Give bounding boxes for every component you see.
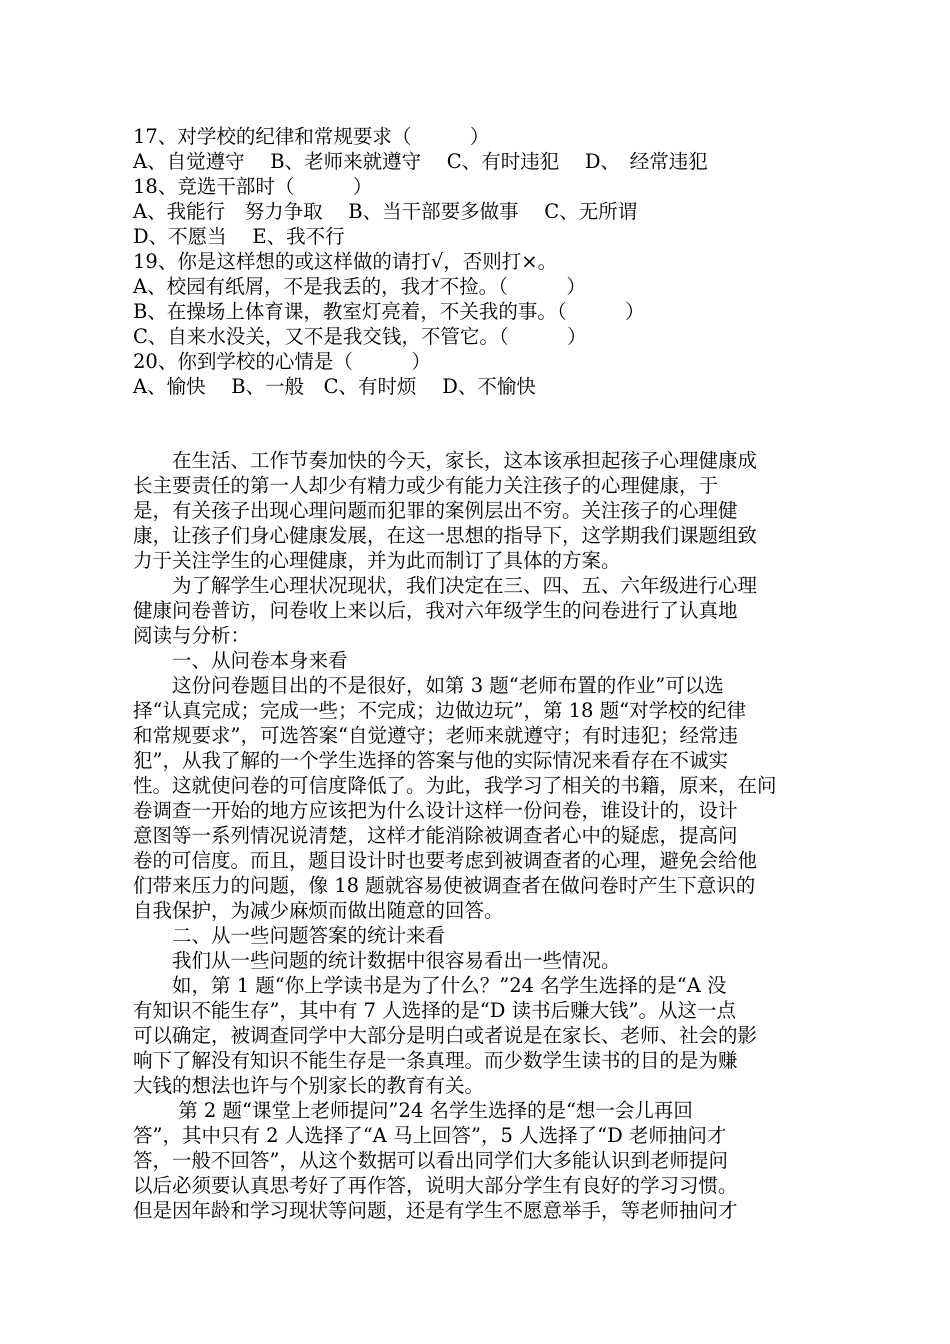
question-17: 17、对学校的纪律和常规要求（ ） [133, 125, 490, 148]
body-line: 但是因年龄和学习现状等问题，还是有学生不愿意举手，等老师抽问才 [133, 1199, 738, 1222]
body-line: 以后必须要认真思考好了再作答，说明大部分学生有良好的学习习惯。 [133, 1174, 738, 1197]
body-line: 是，有关孩子出现心理问题而犯罪的案例层出不穷。关注孩子的心理健 [133, 499, 738, 522]
body-line: 阅读与分析： [133, 624, 251, 647]
body-line: 响下了解没有知识不能生存是一条真理。而少数学生读书的目的是为赚 [133, 1049, 738, 1072]
body-line: 择“认真完成；完成一些；不完成；边做边玩”，第 18 题“对学校的纪律 [133, 699, 747, 722]
body-line: 康，让孩子们身心健康发展，在这一思想的指导下，这学期我们课题组致 [133, 524, 758, 547]
body-line: 为了解学生心理状况现状，我们决定在三、四、五、六年级进行心理 [133, 574, 758, 597]
body-line: 可以确定，被调查同学中大部分是明白或者说是在家长、老师、社会的影 [133, 1024, 758, 1047]
body-line: 长主要责任的第一人却少有精力或少有能力关注孩子的心理健康，于 [133, 474, 719, 497]
question-19-item-a: A、校园有纸屑，不是我丢的，我才不捡。（ ） [133, 275, 586, 298]
body-line: 健康问卷普访，问卷收上来以后，我对六年级学生的问卷进行了认真地 [133, 599, 738, 622]
body-line: 答，一般不回答”，从这个数据可以看出同学们大多能认识到老师提问 [133, 1149, 728, 1172]
body-line: 卷的可信度。而且，题目设计时也要考虑到被调查者的心理，避免会给他 [133, 849, 758, 872]
question-17-options: A、自觉遵守 B、老师来就遵守 C、有时违犯 D、 经常违犯 [133, 150, 708, 173]
question-20: 20、你到学校的心情是（ ） [133, 350, 431, 373]
question-18-options: A、我能行 努力争取 B、当干部要多做事 C、无所谓 [133, 200, 638, 223]
body-line: 答”，其中只有 2 人选择了“A 马上回答”，5 人选择了“D 老师抽问才 [133, 1124, 727, 1147]
body-line: 大钱的想法也许与个别家长的教育有关。 [133, 1074, 485, 1097]
question-19-item-c: C、自来水没关，又不是我交钱，不管它。（ ） [133, 325, 587, 348]
body-line: 意图等一系列情况说清楚，这样才能消除被调查者心中的疑虑，提高问 [133, 824, 738, 847]
section-heading-1: 一、从问卷本身来看 [133, 649, 348, 672]
body-line: 力于关注学生的心理健康，并为此而制订了具体的方案。 [133, 549, 621, 572]
section-heading-2: 二、从一些问题答案的统计来看 [133, 924, 446, 947]
body-line: 自我保护，为减少麻烦而做出随意的回答。 [133, 899, 504, 922]
body-line: 们带来压力的问题，像 18 题就容易使被调查者在做问卷时产生下意识的 [133, 874, 756, 897]
body-line: 第 2 题“课堂上老师提问”24 名学生选择的是“想一会儿再回 [133, 1099, 693, 1122]
question-18: 18、竞选干部时（ ） [133, 175, 373, 198]
body-line: 和常规要求”，可选答案“自觉遵守；老师来就遵守；有时违犯；经常违 [133, 724, 738, 747]
body-line: 有知识不能生存”，其中有 7 人选择的是“D 读书后赚大钱”。从这一点 [133, 999, 737, 1022]
body-line: 这份问卷题目出的不是很好，如第 3 题“老师布置的作业”可以选 [133, 674, 724, 697]
question-19: 19、你是这样想的或这样做的请打√，否则打×。 [133, 250, 558, 273]
question-18-options-cont: D、不愿当 E、我不行 [133, 225, 345, 248]
question-20-options: A、愉快 B、一般 C、有时烦 D、不愉快 [133, 375, 536, 398]
body-line: 如，第 1 题“你上学读书是为了什么？”24 名学生选择的是“A 没 [133, 974, 727, 997]
body-line: 犯”，从我了解的一个学生选择的答案与他的实际情况来看存在不诚实 [133, 749, 728, 772]
body-line: 卷调查一开始的地方应该把为什么设计这样一份问卷，谁设计的，设计 [133, 799, 738, 822]
body-line: 性。这就使问卷的可信度降低了。为此，我学习了相关的书籍，原来，在问 [133, 774, 777, 797]
body-line: 在生活、工作节奏加快的今天，家长，这本该承担起孩子心理健康成 [133, 449, 758, 472]
question-19-item-b: B、在操场上体育课，教室灯亮着，不关我的事。（ ） [133, 300, 645, 323]
body-line: 我们从一些问题的统计数据中很容易看出一些情况。 [133, 949, 621, 972]
